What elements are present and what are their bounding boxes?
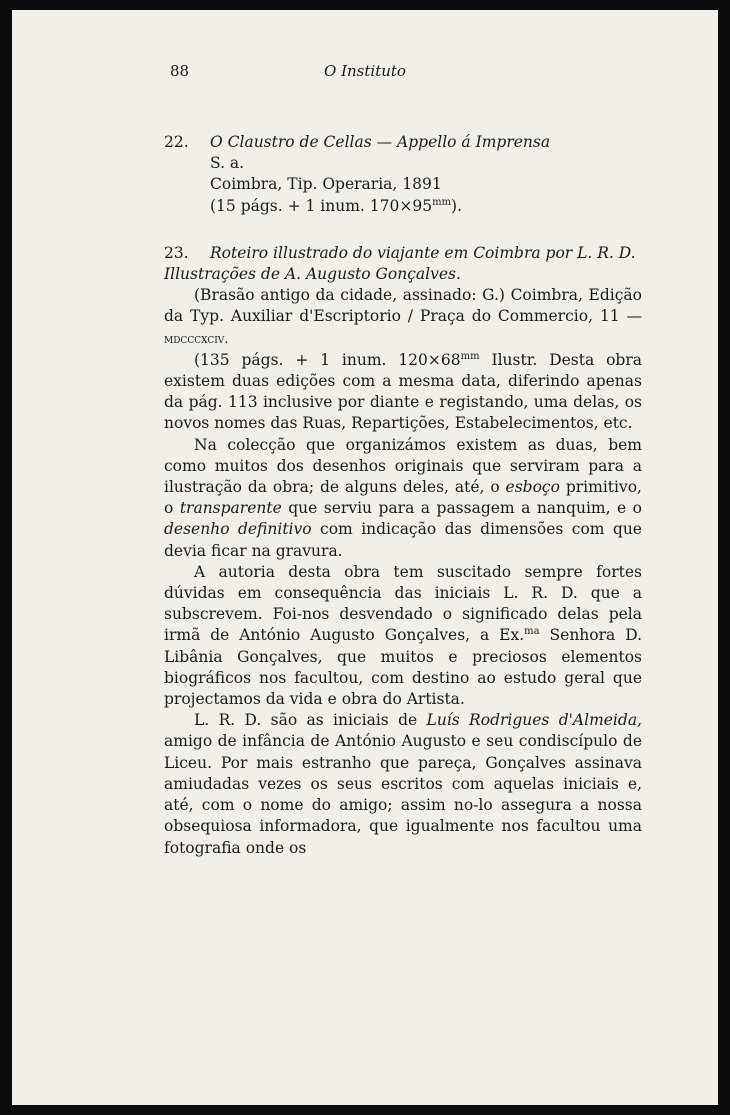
entry-line [210, 196, 642, 217]
paragraph-text: com indicação das dimensões com que devia ficar na gravura. [164, 520, 642, 560]
entry-title: Roteiro illustrado do viajante em Coimbra por L. R. D. [210, 243, 636, 262]
emphasis: Luís Rodrigues d'Almeida, [426, 711, 642, 730]
paragraph-text: A autoria desta obra tem suscitado sempre fortes dúvidas em consequência das iniciais L. R. D. que a subscrevem. Foi-nos desvendado o significado delas pela irmã de António Augusto Gonçalves, a Ex. [164, 562, 642, 645]
paragraph [164, 710, 642, 858]
paragraph [164, 562, 642, 710]
book-page [12, 10, 718, 1105]
entry-subtitle: Illustrações de A. Augusto Gonçalves. [164, 265, 461, 284]
emphasis: esboço [505, 478, 560, 497]
paragraph [164, 350, 642, 435]
entry-line-end: ). [451, 196, 463, 215]
page-header [12, 62, 718, 86]
entry-title: O Claustro de Cellas — Appello á Imprensa [210, 133, 551, 151]
paragraph-text: Na colecção que organizámos existem as duas, bem como muitos dos desenhos originais que serviram para a ilustração da obra; de alguns deles, até, o [164, 435, 642, 497]
paragraph-text: Senhora D. Libânia Gonçalves, que muitos e preciosos elementos biográficos nos facultou, com destino ao estudo geral que projectamos da vida e obra do Artista. [164, 626, 642, 709]
catalog-entry-22 [164, 132, 642, 217]
paragraph-text: amigo de infância de António Augusto e seu condiscípulo de Liceu. Por mais estranho que pareça, Gonçalves assinava amiudadas vezes os seus escritos com aquelas iniciais e, até, com o nome do amigo; assim no-lo assegura a nossa obsequiosa informadora, que igualmente nos facultou uma fotografia onde os [164, 732, 642, 857]
paragraph-text: (Brasão antigo da cidade, assinado: G.) Coimbra, Edição da Typ. Auxiliar d'Escriptorio / Praça do Commercio, 11 — [164, 286, 642, 326]
entry-number: 22. [164, 133, 189, 151]
paragraph-text: primitivo, o [164, 478, 642, 518]
unit-sup: mm [460, 350, 480, 362]
paragraph-text: que serviu para a passagem a nanquim, e o [281, 499, 642, 518]
emphasis: desenho definitivo [164, 520, 312, 539]
entry-line-text: (15 págs. + 1 inum. 170×95 [210, 196, 433, 215]
emphasis: transparente [179, 499, 282, 518]
page-body [164, 132, 642, 859]
entry-line: S. a. [210, 154, 245, 173]
paragraph [164, 285, 642, 350]
entry-23-body [164, 264, 642, 859]
paragraph-text: Ilustr. Desta obra existem duas edições com a mesma data, diferindo apenas da pág. 113 inclusive por diante e registando, uma delas, os novos nomes das Ruas, Repartições, Estabelecimentos, etc. [164, 350, 642, 433]
unit-sup: mm [432, 196, 452, 208]
abbrev-sup: ma [524, 626, 540, 638]
paragraph-text: (135 págs. + 1 inum. 120×68 [194, 350, 461, 369]
page-number: 88 [170, 62, 190, 80]
paragraph-text: L. R. D. são as iniciais de [194, 711, 427, 730]
catalog-entry-23 [164, 243, 642, 264]
entry-line: Coimbra, Tip. Operaria, 1891 [210, 175, 442, 194]
running-title: O Instituto [324, 62, 406, 80]
roman-date: mdcccxciv. [164, 331, 229, 347]
entry-number: 23. [164, 243, 189, 262]
paragraph [164, 435, 642, 562]
